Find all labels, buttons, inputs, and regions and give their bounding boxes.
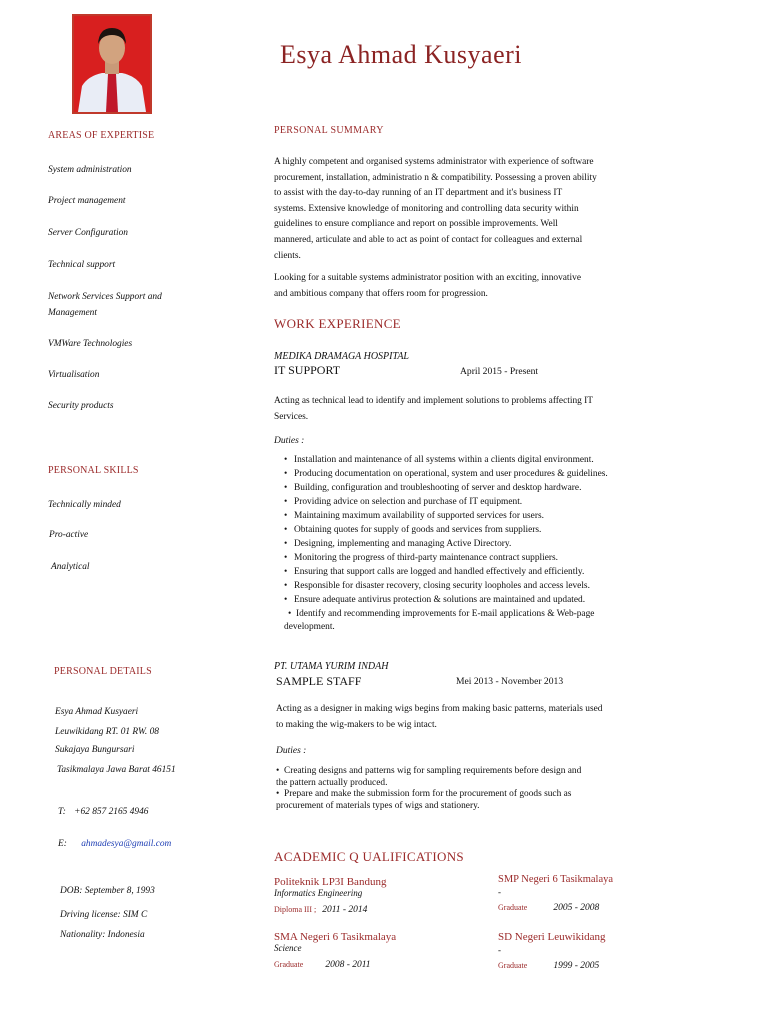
summary-line: systems. Extensive knowledge of monitoring and controlling data security within bbox=[274, 203, 579, 214]
summary-line: clients. bbox=[274, 250, 301, 261]
duty-item: • Building, configuration and troubleshooting of server and desktop hardware. bbox=[280, 481, 700, 495]
dob: DOB: September 8, 1993 bbox=[60, 886, 155, 896]
duty-item-continued: procurement of materials types of wigs and stationery. bbox=[276, 800, 480, 811]
phone-number[interactable]: +62 857 2165 4946 bbox=[74, 807, 149, 817]
bullet-icon: • bbox=[276, 766, 284, 776]
expertise-item: System administration bbox=[48, 165, 132, 175]
work-heading: WORK EXPERIENCE bbox=[274, 316, 401, 331]
job2-company: PT. UTAMA YURIM INDAH bbox=[274, 661, 389, 672]
expertise-item: Security products bbox=[48, 401, 114, 411]
duty-item: • Monitoring the progress of third-party maintenance contract suppliers. bbox=[280, 551, 700, 565]
driving-license: Driving license: SIM C bbox=[60, 910, 148, 920]
email-link[interactable]: ahmadesya@gmail.com bbox=[81, 839, 172, 849]
email-row bbox=[58, 839, 171, 849]
school-field: - bbox=[498, 945, 501, 955]
summary-line: to assist with the day-to-day running of an IT department and it's business IT bbox=[274, 188, 563, 199]
duty-item: • Installation and maintenance of all systems within a clients digital environment. bbox=[280, 453, 700, 467]
duty-item: • Ensuring that support calls are logged and handled effectively and efficiently. bbox=[280, 565, 700, 579]
summary-line: mannered, articulate and able to act as point of contact for colleagues and external bbox=[274, 234, 583, 245]
address-line: Sukajaya Bungursari bbox=[55, 745, 135, 755]
school-dates: 2011 - 2014 bbox=[322, 905, 368, 915]
school-name: Politeknik LP3I Bandung bbox=[274, 876, 387, 888]
summary-objective bbox=[274, 271, 674, 302]
phone-row bbox=[58, 807, 148, 817]
school-grade: Graduate bbox=[498, 961, 528, 970]
objective-line: and ambitious company that offers room for progression. bbox=[274, 288, 488, 299]
summary-heading: PERSONAL SUMMARY bbox=[274, 125, 384, 136]
address-line: Leuwikidang RT. 01 RW. 08 bbox=[55, 727, 159, 737]
school-grade: Diploma III ; bbox=[274, 905, 317, 914]
candidate-name: Esya Ahmad Kusyaeri bbox=[280, 40, 523, 69]
email-label: E: bbox=[58, 839, 67, 849]
expertise-item: Technical support bbox=[48, 260, 116, 270]
duty-item: • Obtaining quotes for supply of goods and services from suppliers. bbox=[280, 523, 700, 537]
expertise-item: Server Configuration bbox=[48, 228, 128, 238]
person-portrait-icon bbox=[74, 16, 150, 112]
school-dates: 2005 - 2008 bbox=[553, 903, 600, 913]
duty-item: Creating designs and patterns wig for sampling requirements before design and bbox=[283, 766, 582, 776]
job2-role: SAMPLE STAFF bbox=[276, 674, 362, 688]
job1-role: IT SUPPORT bbox=[274, 363, 341, 377]
duty-item: • Designing, implementing and managing Active Directory. bbox=[280, 537, 700, 551]
expertise-item: Management bbox=[48, 308, 97, 318]
job1-duties-list bbox=[280, 453, 700, 607]
summary-line: procurement, installation, administratio n & compatibility. Possessing a proven ability bbox=[274, 172, 597, 183]
school-name: SD Negeri Leuwikidang bbox=[498, 931, 606, 943]
job2-description bbox=[276, 702, 696, 733]
academic-heading: ACADEMIC Q UALIFICATIONS bbox=[274, 849, 464, 864]
school-field: Science bbox=[274, 943, 302, 953]
duty-item: • Maintaining maximum availability of supported services for users. bbox=[280, 509, 700, 523]
skill-item: Analytical bbox=[51, 562, 90, 572]
job1-description bbox=[274, 394, 674, 425]
address-line: Esya Ahmad Kusyaeri bbox=[55, 707, 139, 717]
academic-entry bbox=[498, 931, 708, 973]
bullet-icon: • bbox=[288, 609, 296, 619]
duty-item-continued: the pattern actually produced. bbox=[276, 777, 388, 788]
summary-line: guidelines to ensure compliance and report on possible improvements. Well bbox=[274, 219, 558, 230]
job1-company: MEDIKA DRAMAGA HOSPITAL bbox=[274, 351, 409, 362]
skill-item: Technically minded bbox=[48, 500, 121, 510]
duty-item: Identify and recommending improvements for E-mail applications & Web-page bbox=[295, 609, 595, 619]
school-dates: 2008 - 2011 bbox=[325, 960, 371, 970]
nationality: Nationality: Indonesia bbox=[60, 930, 145, 940]
duty-item: • Ensure adequate antivirus protection & solutions are maintained and updated. bbox=[280, 593, 700, 607]
job2-desc-line: to making the wig-makers to be wig intact. bbox=[276, 719, 437, 730]
duty-item: • Providing advice on selection and purchase of IT equipment. bbox=[280, 495, 700, 509]
details-heading: PERSONAL DETAILS bbox=[54, 666, 152, 677]
expertise-item: Network Services Support and bbox=[48, 292, 162, 302]
summary-paragraph bbox=[274, 155, 674, 264]
expertise-heading: AREAS OF EXPERTISE bbox=[48, 130, 155, 141]
job1-desc-line: Acting as technical lead to identify and implement solutions to problems affecting IT bbox=[274, 396, 594, 406]
skill-item: Pro-active bbox=[49, 530, 89, 540]
job2-duties-label: Duties : bbox=[276, 746, 307, 756]
school-name: SMA Negeri 6 Tasikmalaya bbox=[274, 931, 397, 943]
objective-line: Looking for a suitable systems administrator position with an exciting, innovative bbox=[274, 273, 581, 283]
job1-dates: April 2015 - Present bbox=[460, 366, 539, 377]
school-name: SMP Negeri 6 Tasikmalaya bbox=[498, 874, 614, 885]
expertise-item: Virtualisation bbox=[48, 370, 100, 380]
job1-last-duty bbox=[284, 608, 704, 634]
phone-label: T: bbox=[58, 807, 66, 817]
job2-desc-line: Acting as a designer in making wigs begins from making basic patterns, materials used bbox=[276, 704, 603, 714]
summary-line: A highly competent and organised systems administrator with experience of software bbox=[274, 157, 594, 167]
job2-dates: Mei 2013 - November 2013 bbox=[456, 676, 564, 687]
duty-item: • Responsible for disaster recovery, closing security loopholes and access levels. bbox=[280, 579, 700, 593]
profile-photo bbox=[72, 14, 152, 114]
skills-heading: PERSONAL SKILLS bbox=[48, 465, 139, 476]
expertise-item: VMWare Technologies bbox=[48, 339, 133, 349]
school-dates: 1999 - 2005 bbox=[553, 961, 600, 971]
school-grade: Graduate bbox=[498, 903, 528, 912]
school-grade: Graduate bbox=[274, 960, 304, 969]
address-line: Tasikmalaya Jawa Barat 46151 bbox=[57, 765, 176, 775]
job1-duties-label: Duties : bbox=[274, 436, 305, 446]
job1-desc-line: Services. bbox=[274, 411, 309, 422]
job2-duties-list bbox=[276, 766, 696, 812]
duty-item-continued: development. bbox=[284, 622, 335, 632]
expertise-item: Project management bbox=[48, 196, 126, 206]
academic-entry bbox=[274, 931, 484, 972]
academic-entry bbox=[274, 876, 484, 917]
duty-item: • Producing documentation on operational, system and user procedures & guidelines. bbox=[280, 467, 700, 481]
school-field: - bbox=[498, 887, 501, 897]
duty-item: Prepare and make the submission form for the procurement of goods such as bbox=[283, 789, 572, 799]
academic-entry bbox=[498, 874, 708, 915]
bullet-icon: • bbox=[276, 789, 284, 799]
school-field: Informatics Engineering bbox=[274, 888, 363, 898]
